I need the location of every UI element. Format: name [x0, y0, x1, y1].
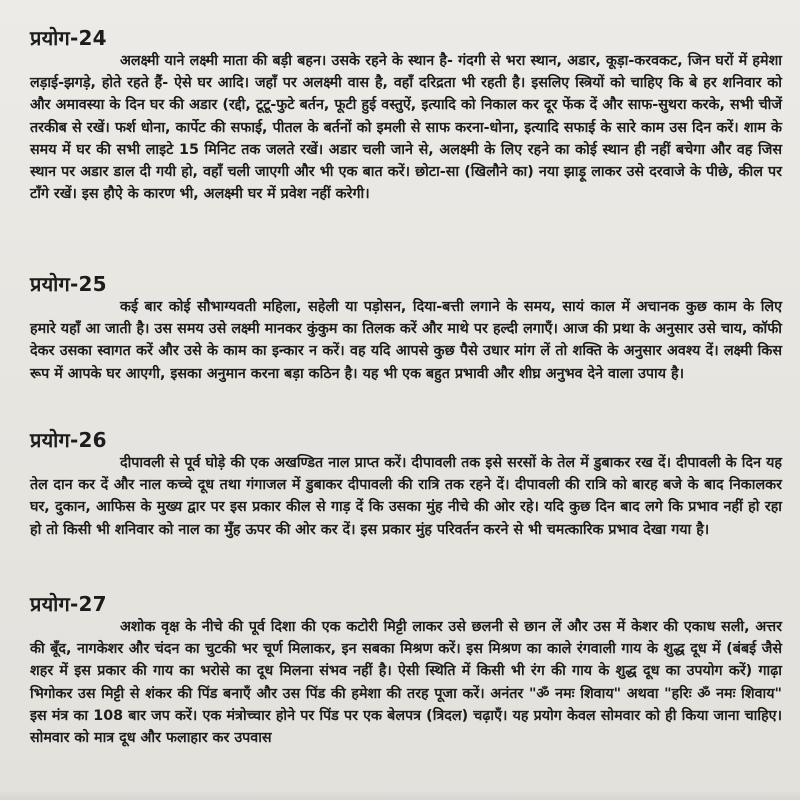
section-prayog-26 — [30, 428, 782, 541]
section-prayog-25 — [30, 272, 782, 385]
section-body: दीपावली से पूर्व घोड़े की एक अखण्डित नाल प्राप्त करें। दीपावली तक इसे सरसों के तेल में डुबाकर रख दें। दीपावली के दिन यह तेल दान कर दें और नाल कच्चे दूध तथा गंगाजल में डुबाकर दीपावली की रात्रि तक रहने दें। दीपावली की रात्रि को बारह बजे के बाद निकालकर घर, दुकान, आफिस के मुख्य द्वार पर इस प्रकार कील से गाड़ दें कि उसका मुंह नीचे की ओर रहे। यदि कुछ दिन बाद लगे कि प्रभाव नहीं हो रहा हो तो किसी भी शनिवार को नाल का मुँह ऊपर की ओर कर दें। इस प्रकार मुंह परिवर्तन करने से भी चमत्कारिक प्रभाव देखा गया है। — [30, 455, 782, 538]
section-heading: प्रयोग-27 — [30, 592, 107, 616]
section-body: कई बार कोई सौभाग्यवती महिला, सहेली या पड़ोसन, दिया-बत्ती लगाने के समय, सायं काल में अचानक कुछ काम के लिए हमारे यहाँ आ जाती है। उस समय उसे लक्ष्मी मानकर कुंकुम का तिलक करें और माथे पर हल्दी लगाएँ। आज की प्रथा के अनुसार उसे चाय, कॉफी देकर उसका स्वागत करें और उसे के काम का इन्कार न करें। वह यदि आपसे कुछ पैसे उधार मांग लें तो शक्ति के अनुसार अवश्य दें। लक्ष्मी किस रूप में आपके घर आएगी, इसका अनुमान करना बड़ा कठिन है। यह भी एक बहुत प्रभावी और शीघ्र अनुभव देने वाला उपाय है। — [30, 299, 782, 382]
section-heading: प्रयोग-25 — [30, 272, 107, 296]
section-body: अशोक वृक्ष के नीचे की पूर्व दिशा की एक कटोरी मिट्टी लाकर उसे छलनी से छान लें और उस में केशर की एकाध सली, अत्तर की बूँद, नागकेशर और चंदन का चुटकी भर चूर्ण मिलाकर, इन सबका मिश्रण करें। इस मिश्रण का काले रंगवाली गाय के शुद्ध दूध में (बंबई जैसे शहर में इस प्रकार की गाय का भरोसे का दूध मिलना संभव नहीं है। ऐसी स्थिति में किसी भी रंग की गाय के शुद्ध दूध का उपयोग करें) गाढ़ा भिगोकर उस मिट्टी से शंकर की पिंड बनाएँ और उस पिंड की हमेशा की तरह पूजा करें। अनंतर "ॐ नमः शिवाय" अथवा "हरिः ॐ नमः शिवाय" इस मंत्र का 108 बार जप करें। एक मंत्रोच्चार होने पर पिंड पर एक बेलपत्र (त्रिदल) चढ़ाएँ। यह प्रयोग केवल सोमवार को ही किया जाना चाहिए। सोमवार को मात्र दूध और फलाहार कर उपवास — [30, 619, 782, 747]
section-heading: प्रयोग-26 — [30, 428, 107, 452]
section-heading: प्रयोग-24 — [30, 26, 107, 50]
section-prayog-24 — [30, 26, 782, 205]
section-prayog-27 — [30, 592, 782, 749]
section-body: अलक्ष्मी याने लक्ष्मी माता की बड़ी बहन। उसके रहने के स्थान है- गंदगी से भरा स्थान, अडार, कूड़ा-करवकट, जिन घरों में हमेशा लड़ाई-झगड़े, होते रहते हैं- ऐसे घर आदि। जहाँ पर अलक्ष्मी वास है, वहाँ दरिद्रता भी रहती है। इसलिए स्त्रियों को चाहिए कि बे हर शनिवार को और अमावस्या के दिन घर की अडार (रद्दी, टूटू-फुटे बर्तन, फूटी हुई वस्तुऐं, इत्यादि को निकाल कर दूर फेंक दें और साफ-सुथरा करके, सभी चीजें तरकीब से रखें। फर्श धोना, कार्पेट की सफाई, पीतल के बर्तनों को इमली से साफ करना-धोना, इत्यादि सफाई के सारे काम उस दिन करें। शाम के समय में घर की सभी लाइटे 15 मिनिट तक जलते रखें। अडार चली जाने से, अलक्ष्मी के लिए रहने का कोई स्थान ही नहीं बचेगा और वह जिस स्थान पर अडार डाल दी गयी हो, वहाँ चली जाएगी और भी एक बात करें। छोटा-सा (खिलौने का) नया झाड़ू लाकर उसे दरवाजे के पीछे, कील पर टाँगे रखें। इस हौऐ के कारण भी, अलक्ष्मी घर में प्रवेश नहीं करेगी। — [30, 53, 782, 203]
page-shadow — [0, 790, 800, 800]
